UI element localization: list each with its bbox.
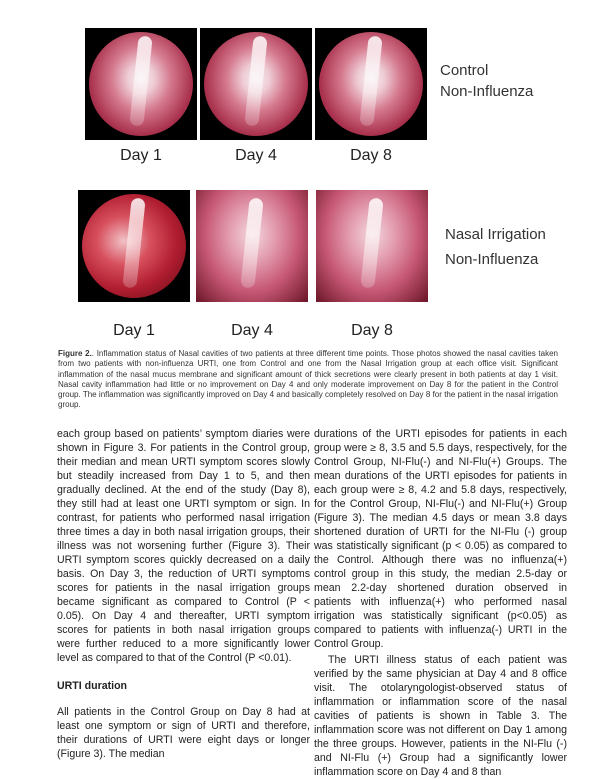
day-label-irrigation-4: Day 4 — [231, 322, 273, 339]
day-label-control-4: Day 4 — [235, 147, 277, 164]
left-para-1: each group based on patients’ symptom diaries were shown in Figure 3. For patients in the Control group, their median and mean URTI symptom scores slowly but steadily increased from Day 1 to 5, and then gradually declined. At the end of the study (Day 8), they still had at least one URTI symptom or sign. In contrast, for patients who performed nasal irrigation three times a day in both nasal irrigation groups, their illness was not worsening further (Figure 3). Their URTI symptom scores quickly decreased on a daily basis. On Day 3, the reduction of URTI symptoms scores for patients in the nasal irrigation groups became significant as compared to Control (P < 0.05). On Day 4 and thereafter, URTI symptom scores for patients in both nasal irrigation groups were further reduced to a more significantly lower level as compared to that of the Control (P <0.01). — [57, 428, 310, 664]
left-para-2: All patients in the Control Group on Day 8 had at least one symptom or sign of URTI and therefore, their durations of URTI were eight days or longer (Figure 3). The median — [57, 706, 310, 760]
right-column — [314, 427, 567, 779]
group-label-irrigation-line1: Nasal Irrigation — [445, 226, 546, 243]
day-label-control-1: Day 1 — [120, 147, 162, 164]
left-column — [57, 427, 310, 761]
section-heading-urti-duration: URTI duration — [57, 680, 128, 692]
group-label-irrigation-line2: Non-Influenza — [445, 251, 539, 268]
photo-control-day1 — [85, 28, 197, 140]
day-label-irrigation-8: Day 8 — [351, 322, 393, 339]
figure-caption — [58, 349, 558, 411]
group-label-control-line2: Non-Influenza — [440, 83, 534, 100]
caption-label: Figure 2. — [58, 349, 92, 358]
photo-control-day4 — [200, 28, 312, 140]
photo-irrigation-day4 — [196, 190, 308, 302]
day-label-irrigation-1: Day 1 — [113, 322, 155, 339]
photo-control-day8 — [315, 28, 427, 140]
group-label-irrigation — [445, 224, 546, 270]
caption-text: . Inflammation status of Nasal cavities of two patients at three different time points. Those photos showed the nasal cavities taken from two patients with non-influenza URTI, one from Control and one from the Nasal Irrigation group at each office visit. Significant inflammation of the nasal mucus membrane and significant amount of thick secretions were clearly present in both patients at day 1 visit. Nasal cavity inflammation had little or no improvement on Day 4 and only moderate improvement on Day 8 for the patient in the Control group. The inflammation was significantly improved on Day 4 and basically completely resolved on Day 8 for the patient in the nasal irrigation group. — [58, 349, 558, 410]
photo-irrigation-day8 — [316, 190, 428, 302]
photo-irrigation-day1 — [78, 190, 190, 302]
right-para-2: The URTI illness status of each patient was verified by the same physician at Day 4 and 8 office visit. The otolaryngologist-observed status of inflammation or inflammation score of the nasal cavities of patients is shown in Table 3. The inflammation score was not different on Day 1 among the three groups. However, patients in the NI-Flu (-) and NI-Flu (+) Group had a significantly lower inflammation score on Day 4 and 8 than — [314, 654, 567, 778]
group-label-control — [440, 60, 533, 102]
right-para-1: durations of the URTI episodes for patients in each group were ≥ 8, 3.5 and 5.5 days, respectively, for the Control Group, NI-Flu(-) and NI-Flu(+) Groups. The mean durations of the URTI episodes for patients in each group were ≥ 8, 4.2 and 5.8 days, respectively, for the Control Group, NI-Flu(-) and NI-Flu(+) Group (Figure 3). The median 4.5 days or mean 3.8 days shortened duration of URTI for the NI-Flu (-) group was statistically significant (p < 0.05) as compared to the Control. Although there was no influenza(+) control group in this study, the median 2.5-day or mean 2.2-day shortened duration observed in patients with influenza(+) who performed nasal irrigation was statistically significant (p<0.05) as compared to patients with influenza(-) URTI in the Control Group. — [314, 428, 567, 650]
group-label-control-line1: Control — [440, 62, 489, 79]
day-label-control-8: Day 8 — [350, 147, 392, 164]
